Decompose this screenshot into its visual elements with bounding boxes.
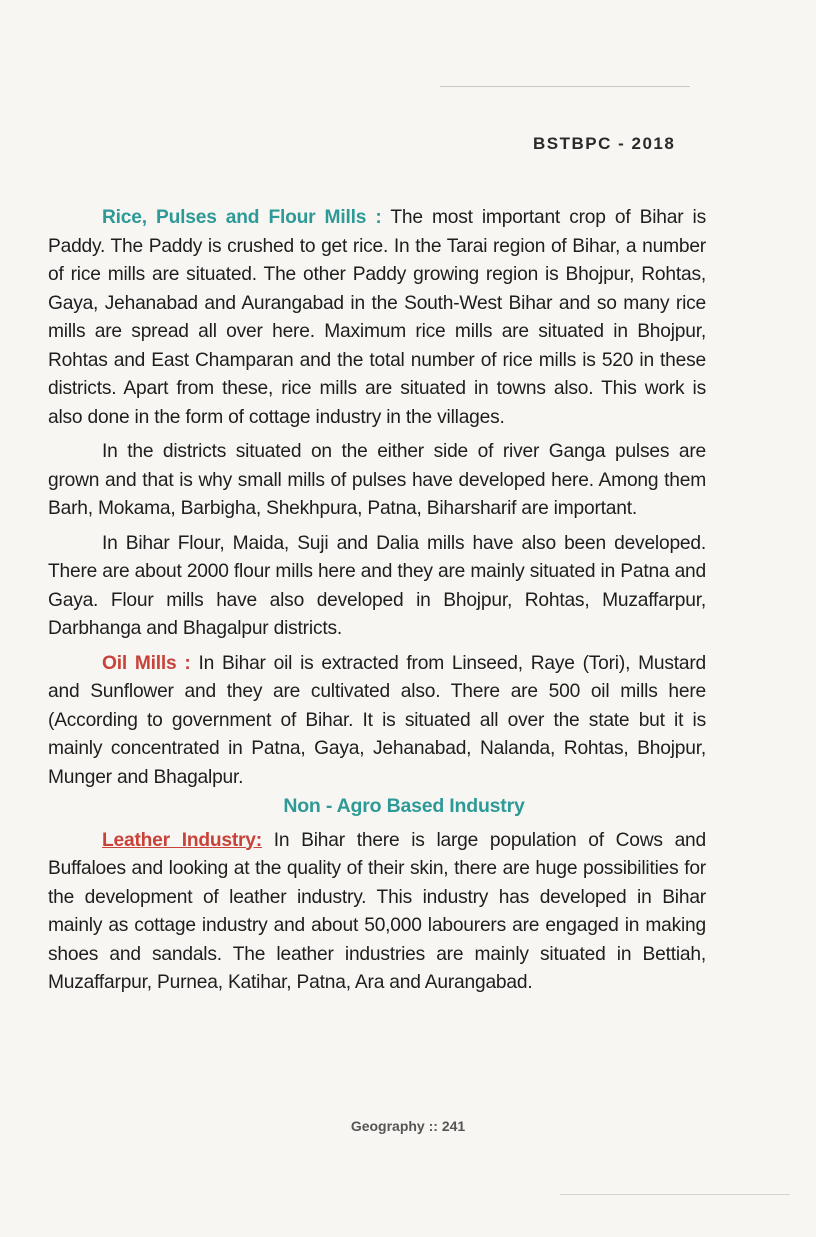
page-body — [48, 204, 706, 998]
leather-text: In Bihar there is large population of Cows and Buffaloes and looking at the quality of their skin, there are huge possibilities for the development of leather industry. This industry has developed in Bihar mainly as cottage industry and about 50,000 labourers are engaged in making shoes and sandals. The leather industries are mainly situated in Bettiah, Muzaffarpur, Purnea, Katihar, Patna, Ara and Aurangabad. — [48, 829, 706, 993]
non-agro-section-title: Non - Agro Based Industry — [283, 795, 525, 817]
pulses-paragraph: In the districts situated on the either side of river Ganga pulses are grown and that is why small mills of pulses have developed here. Among them Barh, Mokama, Barbigha, Shekhpura, Patna, Biharsharif are important. — [48, 441, 706, 519]
rice-pulses-flour-heading: Rice, Pulses and Flour Mills : — [102, 207, 382, 228]
top-divider — [440, 86, 690, 87]
leather-industry-heading: Leather Industry: — [102, 829, 262, 851]
rice-paragraph-1-text: The most important crop of Bihar is Paddy. The Paddy is crushed to get rice. In the Tarai region of Bihar, a number of rice mills are situated. The other Paddy growing region is Bhojpur, Rohtas, Gaya, Jehanabad and Aurangabad in the South-West Bihar and so many rice mills are spread all over here. Maximum rice mills are situated in Bhojpur, Rohtas and East Champaran and the total number of rice mills is 520 in these districts. Apart from these, rice mills are situated in towns also. This work is also done in the form of cottage industry in the villages. — [48, 207, 706, 428]
flour-paragraph: In Bihar Flour, Maida, Suji and Dalia mills have also been developed. There are about 2000 flour mills here and they are mainly situated in Patna and Gaya. Flour mills have also developed in Bhojpur, Rohtas, Muzaffarpur, Darbhanga and Bhagalpur districts. — [48, 532, 706, 639]
document-code: BSTBPC - 2018 — [533, 134, 676, 153]
leather-paragraph — [48, 827, 706, 998]
bottom-divider — [560, 1194, 790, 1195]
rice-paragraph-1 — [48, 204, 706, 432]
oil-mills-text: In Bihar oil is extracted from Linseed, Raye (Tori), Mustard and Sunflower and they are cultivated also. There are 500 oil mills here (According to government of Bihar. It is situated all over the state but it is mainly concentrated in Patna, Gaya, Jehanabad, Nalanda, Rohtas, Bhojpur, Munger and Bhagalpur. — [48, 652, 706, 788]
page-footer: Geography :: 241 — [350, 1118, 466, 1134]
oil-mills-paragraph — [48, 650, 706, 793]
oil-mills-heading: Oil Mills : — [102, 652, 191, 674]
